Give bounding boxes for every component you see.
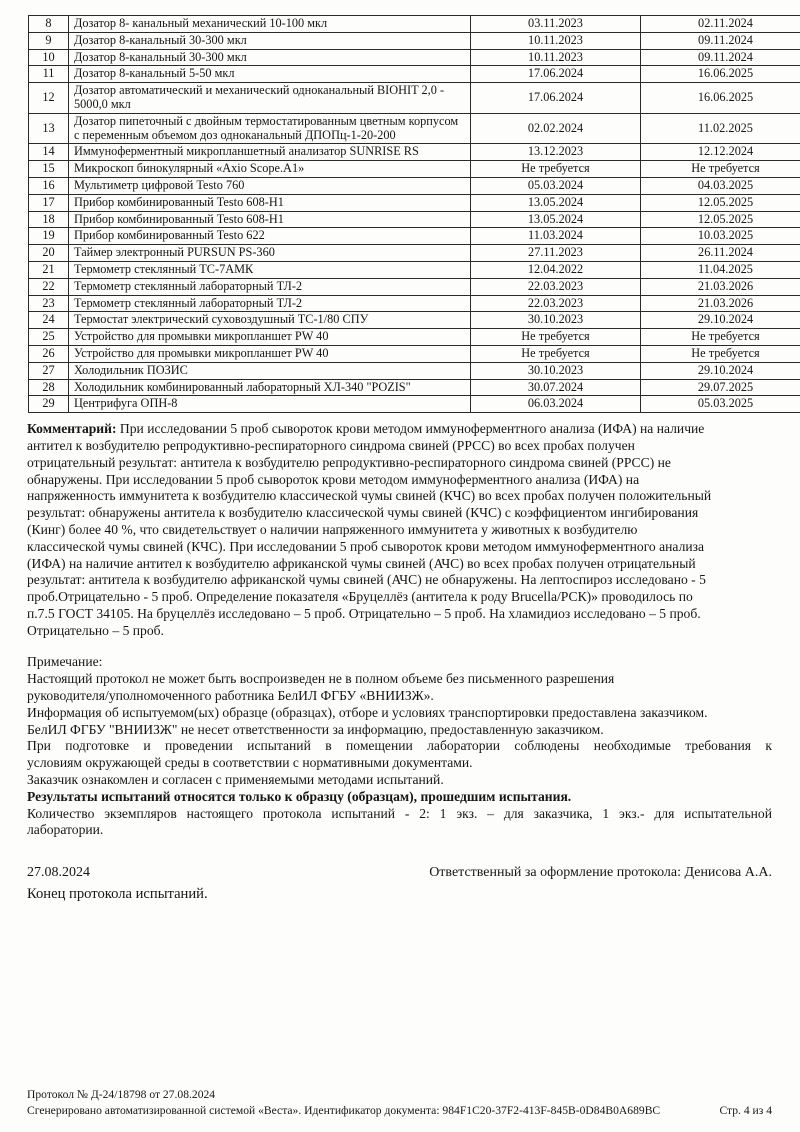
row-number: 8 [29, 16, 69, 33]
verification-date: 02.02.2024 [471, 113, 641, 144]
row-number: 16 [29, 177, 69, 194]
next-verification-date: 11.04.2025 [641, 261, 800, 278]
row-number: 26 [29, 345, 69, 362]
verification-date: 11.03.2024 [471, 228, 641, 245]
next-verification-date: 12.05.2025 [641, 211, 800, 228]
verification-date: 22.03.2023 [471, 295, 641, 312]
next-verification-date: 21.03.2026 [641, 278, 800, 295]
equipment-name: Прибор комбинированный Testo 622 [69, 228, 471, 245]
comment-line [27, 421, 772, 438]
comment-line: результат: антитела к возбудителю африканской чумы свиней (АЧС) не обнаружены. На лептоспироз исследовано - 5 [27, 572, 706, 588]
row-number: 15 [29, 161, 69, 178]
verification-date: 17.06.2024 [471, 83, 641, 114]
row-number: 21 [29, 261, 69, 278]
equipment-name: Иммуноферментный микропланшетный анализатор SUNRISE RS [69, 144, 471, 161]
table-row [29, 261, 800, 278]
note-section [27, 654, 772, 839]
table-row [29, 49, 800, 66]
table-row [29, 362, 800, 379]
row-number: 18 [29, 211, 69, 228]
next-verification-date: 29.07.2025 [641, 379, 800, 396]
row-number: 29 [29, 396, 69, 413]
verification-date: 12.04.2022 [471, 261, 641, 278]
verification-date: 17.06.2024 [471, 66, 641, 83]
table-row [29, 113, 800, 144]
row-number: 17 [29, 194, 69, 211]
next-verification-date: 10.03.2025 [641, 228, 800, 245]
table-row [29, 245, 800, 262]
note-line: БелИЛ ФГБУ "ВНИИЗЖ" не несет ответственности за информацию, предоставленную заказчиком. [27, 721, 604, 737]
row-number: 12 [29, 83, 69, 114]
equipment-name: Холодильник ПОЗИС [69, 362, 471, 379]
verification-date: Не требуется [471, 329, 641, 346]
page-footer [27, 1087, 772, 1118]
equipment-name: Дозатор пипеточный с двойным термостатированным цветным корпусом с переменным объемом доз одноканальный ДПОПц-1-20-200 [69, 113, 471, 144]
next-verification-date: 21.03.2026 [641, 295, 800, 312]
table-row [29, 278, 800, 295]
equipment-name: Прибор комбинированный Testo 608-H1 [69, 211, 471, 228]
next-verification-date: 09.11.2024 [641, 49, 800, 66]
verification-date: 06.03.2024 [471, 396, 641, 413]
table-row [29, 295, 800, 312]
next-verification-date: 26.11.2024 [641, 245, 800, 262]
note-line: руководителя/уполномоченного работника БелИЛ ФГБУ «ВНИИЗЖ». [27, 688, 434, 704]
next-verification-date: Не требуется [641, 345, 800, 362]
equipment-name: Дозатор 8- канальный механический 10-100 мкл [69, 16, 471, 33]
comment-line: (Кинг) более 40 %, что свидетельствует о наличии напряженного иммунитета у животных к возбудителю [27, 521, 638, 537]
note-line: условиям окружающей среды в соответствии с нормативными документами. [27, 755, 473, 771]
verification-date: 13.05.2024 [471, 211, 641, 228]
table-row [29, 83, 800, 114]
comment-line: п.7.5 ГОСТ 34105. На бруцеллёз исследовано – 5 проб. Отрицательно – 5 проб. На хламидиоз исследовано – 5 проб. [27, 605, 701, 621]
row-number: 20 [29, 245, 69, 262]
signature-row [27, 864, 772, 881]
table-row [29, 161, 800, 178]
equipment-name: Устройство для промывки микропланшет PW 40 [69, 345, 471, 362]
table-row [29, 66, 800, 83]
next-verification-date: 29.10.2024 [641, 312, 800, 329]
next-verification-date: 16.06.2025 [641, 83, 800, 114]
next-verification-date: 12.12.2024 [641, 144, 800, 161]
verification-date: 30.10.2023 [471, 312, 641, 329]
equipment-name: Микроскоп бинокулярный «Axio Scope.A1» [69, 161, 471, 178]
row-number: 10 [29, 49, 69, 66]
equipment-name: Термометр стеклянный лабораторный ТЛ-2 [69, 278, 471, 295]
next-verification-date: 29.10.2024 [641, 362, 800, 379]
note-line: Количество экземпляров настоящего протокола испытаний - 2: 1 экз. – для заказчика, 1 экз.- для испытательной [27, 805, 772, 821]
table-row [29, 144, 800, 161]
next-verification-date: 16.06.2025 [641, 66, 800, 83]
equipment-name: Дозатор 8-канальный 30-300 мкл [69, 49, 471, 66]
table-row [29, 211, 800, 228]
next-verification-date: Не требуется [641, 329, 800, 346]
equipment-table-body [29, 16, 800, 413]
verification-date: Не требуется [471, 161, 641, 178]
comment-line: классической чумы свиней (КЧС). При исследовании 5 проб сывороток крови методом иммуноферментного анализа [27, 538, 705, 554]
comment-line: результат: обнаружены антитела к возбудителю классической чумы свиней (КЧС) с коэффициентом ингибирования [27, 505, 699, 521]
verification-date: 05.03.2024 [471, 177, 641, 194]
table-row [29, 177, 800, 194]
note-line: Настоящий протокол не может быть воспроизведен не в полном объеме без письменного разрешения [27, 671, 615, 687]
table-row [29, 396, 800, 413]
note-line: Информация об испытуемом(ых) образце (образцах), отборе и условиях транспортировки предоставлена заказчиком. [27, 704, 708, 720]
row-number: 27 [29, 362, 69, 379]
row-number: 14 [29, 144, 69, 161]
table-row [29, 329, 800, 346]
equipment-name: Устройство для промывки микропланшет PW 40 [69, 329, 471, 346]
verification-date: 27.11.2023 [471, 245, 641, 262]
verification-date: 13.05.2024 [471, 194, 641, 211]
row-number: 11 [29, 66, 69, 83]
next-verification-date: 09.11.2024 [641, 32, 800, 49]
verification-date: 10.11.2023 [471, 32, 641, 49]
comment-line: напряженность иммунитета к возбудителю классической чумы свиней (КЧС) во всех пробах получен положительный [27, 488, 712, 504]
equipment-name: Таймер электронный PURSUN PS-360 [69, 245, 471, 262]
equipment-name: Прибор комбинированный Testo 608-H1 [69, 194, 471, 211]
equipment-name: Термометр стеклянный лабораторный ТЛ-2 [69, 295, 471, 312]
row-number: 13 [29, 113, 69, 144]
next-verification-date: 12.05.2025 [641, 194, 800, 211]
comment-section [27, 421, 772, 639]
comment-line: (ИФА) на наличие антител к возбудителю африканской чумы свиней (АЧС) во всех пробах получен отрицательный [27, 555, 696, 571]
comment-line: проб.Отрицательно - 5 проб. Определение показателя «Бруцеллёз (антитела к роду Brucella/РСК)» проводилось по [27, 589, 693, 605]
row-number: 28 [29, 379, 69, 396]
next-verification-date: 02.11.2024 [641, 16, 800, 33]
table-row [29, 16, 800, 33]
comment-line: Отрицательно – 5 проб. [27, 622, 164, 638]
equipment-name: Центрифуга ОПН-8 [69, 396, 471, 413]
table-row [29, 379, 800, 396]
verification-date: 30.07.2024 [471, 379, 641, 396]
note-results-statement: Результаты испытаний относятся только к образцу (образцам), прошедшим испытания. [27, 788, 572, 804]
comment-line: обнаружены. При исследовании 5 проб сывороток крови методом иммуноферментного анализа (ИФА) на [27, 471, 640, 487]
verification-date: 03.11.2023 [471, 16, 641, 33]
equipment-name: Термостат электрический суховоздушный ТС-1/80 СПУ [69, 312, 471, 329]
equipment-name: Мультиметр цифровой Testo 760 [69, 177, 471, 194]
row-number: 22 [29, 278, 69, 295]
responsible-person: Ответственный за оформление протокола: Денисова А.А. [429, 865, 772, 881]
row-number: 24 [29, 312, 69, 329]
table-row [29, 194, 800, 211]
note-heading: Примечание: [27, 654, 103, 670]
equipment-name: Термометр стеклянный ТС-7АМК [69, 261, 471, 278]
verification-date: 10.11.2023 [471, 49, 641, 66]
row-number: 9 [29, 32, 69, 49]
next-verification-date: 04.03.2025 [641, 177, 800, 194]
equipment-verification-table [28, 15, 800, 413]
footer-protocol-number: Протокол № Д-24/18798 от 27.08.2024 [27, 1088, 216, 1101]
table-row [29, 345, 800, 362]
comment-line: антител к возбудителю репродуктивно-респираторного синдрома свиней (РРСС) во всех пробах получен [27, 437, 635, 453]
table-row [29, 32, 800, 49]
equipment-name: Дозатор 8-канальный 5-50 мкл [69, 66, 471, 83]
protocol-date: 27.08.2024 [27, 865, 90, 881]
verification-date: 30.10.2023 [471, 362, 641, 379]
comment-label: Комментарий: [27, 421, 117, 437]
table-row [29, 312, 800, 329]
table-row [29, 228, 800, 245]
row-number: 23 [29, 295, 69, 312]
row-number: 25 [29, 329, 69, 346]
end-of-protocol: Конец протокола испытаний. [27, 886, 208, 903]
row-number: 19 [29, 228, 69, 245]
note-line: При подготовке и проведении испытаний в помещении лаборатории соблюдены необходимые требования к [27, 738, 772, 754]
footer-page-indicator: Стр. 4 из 4 [719, 1103, 772, 1117]
next-verification-date: 05.03.2025 [641, 396, 800, 413]
verification-date: 22.03.2023 [471, 278, 641, 295]
next-verification-date: 11.02.2025 [641, 113, 800, 144]
comment-text: При исследовании 5 проб сывороток крови методом иммуноферментного анализа (ИФА) на наличие [119, 421, 705, 437]
comment-line: отрицательный результат: антитела к возбудителю репродуктивно-респираторного синдрома свиней (РРСС) не [27, 454, 671, 470]
next-verification-date: Не требуется [641, 161, 800, 178]
equipment-name: Дозатор 8-канальный 30-300 мкл [69, 32, 471, 49]
equipment-name: Дозатор автоматический и механический одноканальный BIOHIT 2,0 - 5000,0 мкл [69, 83, 471, 114]
note-line: Заказчик ознакомлен и согласен с применяемыми методами испытаний. [27, 772, 444, 788]
equipment-name: Холодильник комбинированный лабораторный ХЛ-340 "POZIS" [69, 379, 471, 396]
footer-generated-info: Сгенерировано автоматизированной системой «Веста». Идентификатор документа: 984F1C20-37F2-413F-845B-0D84B0A689BC [27, 1103, 661, 1117]
note-line: лаборатории. [27, 822, 104, 838]
verification-date: Не требуется [471, 345, 641, 362]
verification-date: 13.12.2023 [471, 144, 641, 161]
